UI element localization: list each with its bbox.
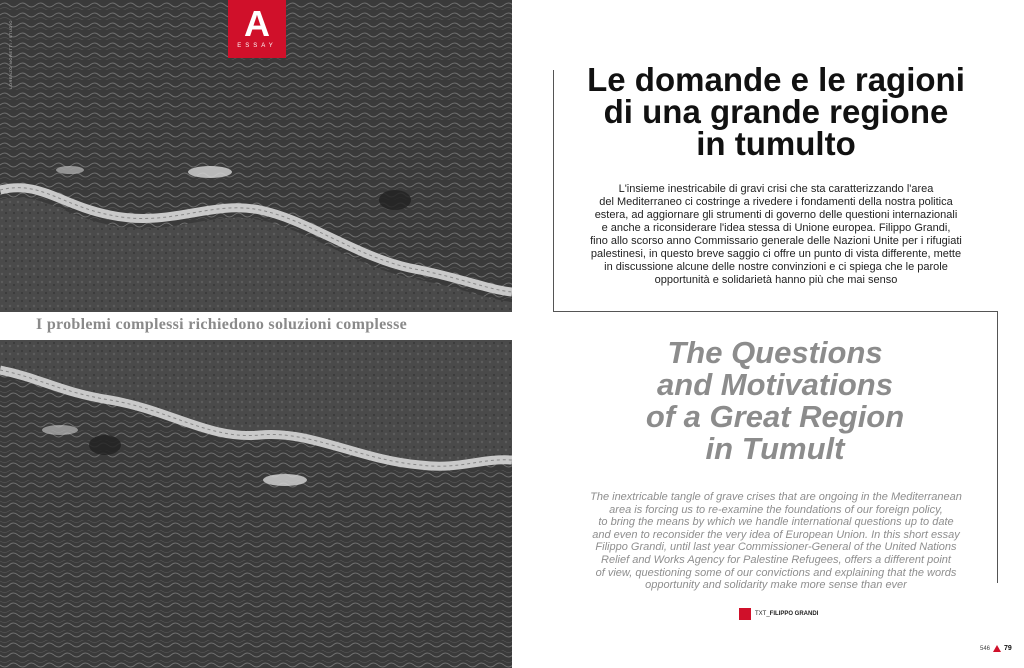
rule-vertical-bottom [997, 311, 998, 583]
title-en-line: in Tumult [705, 431, 845, 466]
triangle-logo-icon [993, 645, 1001, 652]
seawall-aerial-photo-bottom [0, 340, 512, 668]
byline-square-icon [739, 608, 751, 620]
lead-it-line: opportunità e solidarietà hanno più che mai senso [654, 274, 898, 286]
photo-caption: I problemi complessi richiedono soluzioni complesse [36, 316, 408, 333]
rule-vertical-top [553, 70, 554, 311]
title-en-line: The Questions [667, 335, 883, 370]
lead-en-line: of view, questioning some of our convictions and explaining that the words [595, 566, 957, 579]
photo-credit: LORENZO MORETTI / STUDIO [8, 20, 13, 89]
rule-horizontal [553, 311, 998, 312]
folio-issue: 546 [980, 646, 991, 653]
lead-it-line: in discussione alcune delle nostre convinzioni e ci spiega che le parole [604, 261, 948, 273]
lead-italian [586, 183, 966, 287]
lead-it-line: L'insieme inestricabile di gravi crisi che sta caratterizzando l'area [618, 183, 934, 195]
title-it-line: in tumulto [696, 125, 856, 162]
title-it-line: di una grande regione [603, 93, 949, 130]
lead-en-line: area is forcing us to re-examine the foundations of our foreign policy, [609, 503, 943, 516]
lead-it-line: palestinesi, in questo breve saggio ci offre un punto di vista differente, mette [590, 248, 962, 260]
lead-en-line: The inextricable tangle of grave crises that are ongoing in the Mediterranean [590, 491, 962, 503]
lead-english [578, 491, 974, 592]
essay-badge [228, 0, 286, 58]
lead-it-line: e anche a riconsiderare l'idea stessa di Unione europea. Filippo Grandi, [601, 222, 951, 234]
folio-page-number: 79 [1004, 645, 1012, 653]
badge-letter: A [244, 3, 270, 44]
folio [980, 645, 1012, 652]
byline-prefix: TXT_ [755, 611, 770, 617]
title-english [600, 337, 950, 465]
lead-en-line: Filippo Grandi, until last year Commissioner-General of the United Nations [595, 541, 957, 554]
lead-it-line: fino allo scorso anno Commissario generale delle Nazioni Unite per i rifugiati [590, 235, 962, 247]
lead-it-line: del Mediterraneo ci costringe a rivedere i fondamenti della nostra politica [599, 196, 953, 208]
lead-it-line: estera, ad aggiornare gli strumenti di governo delle questioni internazionali [594, 209, 958, 221]
byline [739, 608, 818, 620]
badge-label: ESSAY [237, 43, 277, 49]
photo-bottom [0, 340, 512, 668]
title-en-line: of a Great Region [645, 399, 905, 434]
byline-author: FILIPPO GRANDI [769, 611, 819, 617]
lead-en-line: Relief and Works Agency for Palestine Refugees, offers a different point [601, 553, 951, 566]
lead-en-line: to bring the means by which we handle international questions up to date [598, 516, 954, 529]
title-italian [560, 61, 992, 162]
lead-en-line: and even to reconsider the very idea of European Union. In this short essay [592, 528, 960, 541]
lead-en-line: opportunity and solidarity make more sense than ever [645, 579, 907, 592]
title-en-line: and Motivations [657, 367, 893, 402]
title-it-line: Le domande e le ragioni [587, 61, 965, 98]
